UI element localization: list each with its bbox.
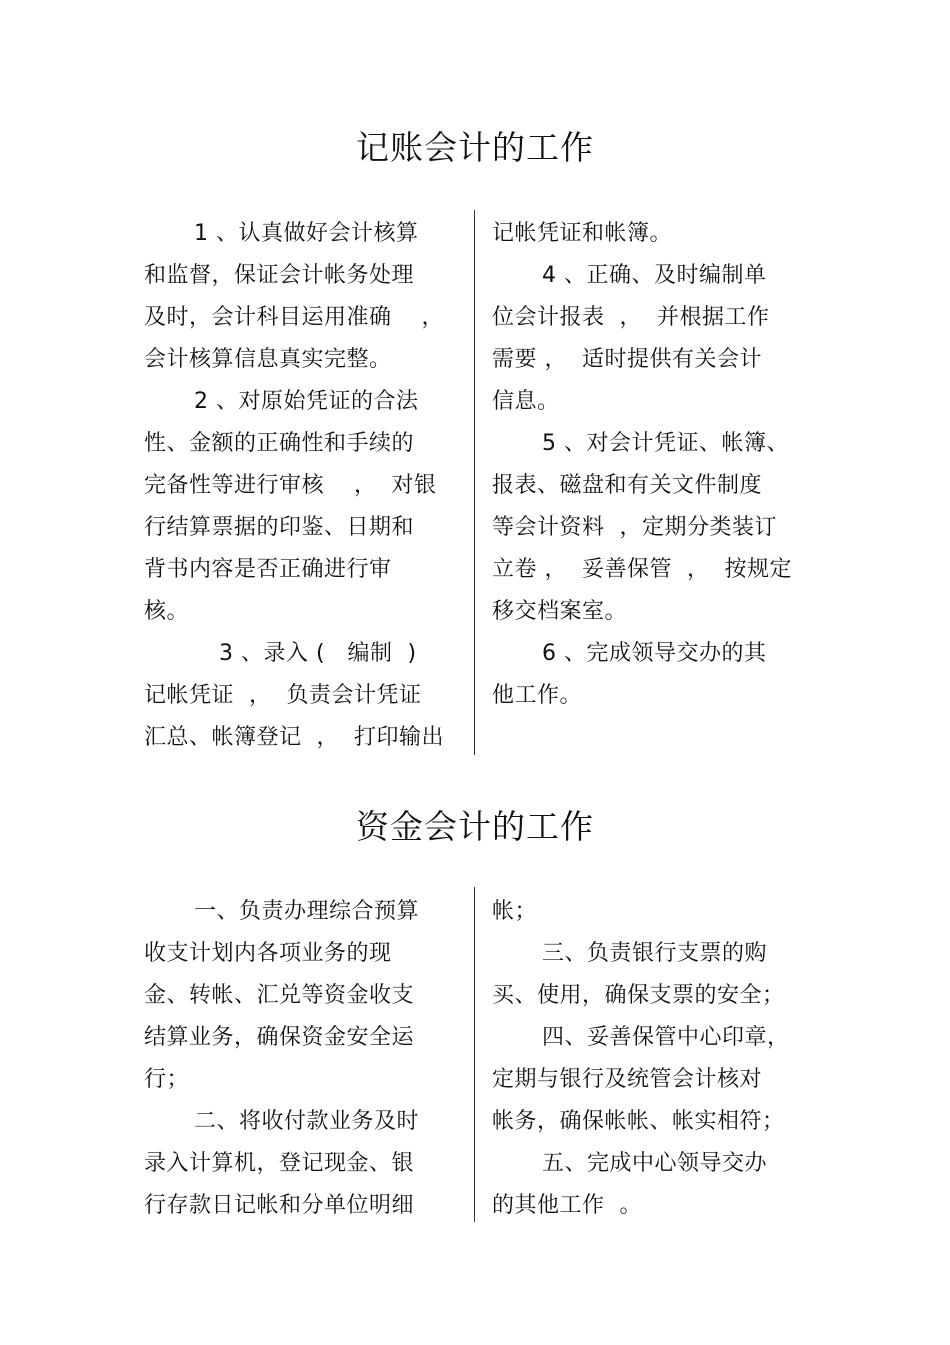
s2-left-line-8: 行存款日记帐和分单位明细 xyxy=(144,1193,415,1218)
s1-right-line-9: 立卷 ， 妥善保管 ， 按规定 xyxy=(492,557,792,582)
s1-right-line-3: 位会计报表 ， 并根据工作 xyxy=(492,305,770,330)
s1-left-line-11: 3 、录入 ( 编制 ) xyxy=(219,641,417,666)
s1-right-line-8: 等会计资料 ，定期分类装订 xyxy=(492,515,777,540)
s1-right-line-10: 移交档案室。 xyxy=(492,599,628,624)
s2-left-line-3: 金、转帐、汇兑等资金收支 xyxy=(144,983,415,1008)
s2-left-line-7: 录入计算机，登记现金、银 xyxy=(144,1151,415,1176)
s1-left-line-8: 行结算票据的印鉴、日期和 xyxy=(144,515,415,540)
s1-right-line-11: 6 、完成领导交办的其 xyxy=(542,641,767,666)
s2-right-line-1: 帐； xyxy=(492,899,538,924)
s1-left-line-7: 完备性等进行审核 ， 对银 xyxy=(144,473,437,498)
s2-right-line-5: 定期与银行及统管会计核对 xyxy=(492,1067,763,1092)
s2-right-line-6: 帐务，确保帐帐、帐实相符； xyxy=(492,1109,785,1134)
s1-left-line-12: 记帐凭证 ， 负责会计凭证 xyxy=(144,683,422,708)
s1-left-line-4: 会计核算信息真实完整。 xyxy=(144,347,392,372)
s2-right-line-8: 的其他工作 。 xyxy=(492,1193,642,1218)
s1-right-line-6: 5 、对会计凭证、帐簿、 xyxy=(542,431,789,456)
section1-title: 记账会计的工作 xyxy=(356,128,594,167)
s1-right-line-12: 他工作。 xyxy=(492,683,583,708)
s1-left-line-13: 汇总、帐簿登记 ， 打印输出 xyxy=(144,725,444,750)
s2-left-line-1: 一、负责办理综合预算 xyxy=(194,899,420,924)
s2-right-line-7: 五、完成中心领导交办 xyxy=(542,1151,768,1176)
s1-right-line-5: 信息。 xyxy=(492,389,560,414)
section2-column-divider xyxy=(474,887,475,1222)
s2-left-line-2: 收支计划内各项业务的现 xyxy=(144,941,392,966)
s1-left-line-3: 及时，会计科目运用准确 ， xyxy=(144,305,444,330)
section2-title: 资金会计的工作 xyxy=(356,807,594,846)
s2-right-line-2: 三、负责银行支票的购 xyxy=(542,941,768,966)
s2-left-line-5: 行； xyxy=(144,1067,190,1092)
s2-left-line-4: 结算业务，确保资金安全运 xyxy=(144,1025,415,1050)
s1-left-line-2: 和监督，保证会计帐务处理 xyxy=(144,263,415,288)
section1-column-divider xyxy=(474,210,475,755)
s1-left-line-9: 背书内容是否正确进行审 xyxy=(144,557,392,582)
s1-right-line-1: 记帐凭证和帐簿。 xyxy=(492,221,673,246)
s1-right-line-4: 需要 ， 适时提供有关会计 xyxy=(492,347,762,372)
s1-left-line-6: 性、金额的正确性和手续的 xyxy=(144,431,415,456)
s2-right-line-4: 四、妥善保管中心印章， xyxy=(542,1025,790,1050)
s1-right-line-7: 报表、磁盘和有关文件制度 xyxy=(492,473,763,498)
s2-left-line-6: 二、将收付款业务及时 xyxy=(194,1109,420,1134)
s1-left-line-1: 1 、认真做好会计核算 xyxy=(194,221,419,246)
s1-right-line-2: 4 、正确、及时编制单 xyxy=(542,263,767,288)
s1-left-line-5: 2 、对原始凭证的合法 xyxy=(194,389,419,414)
s2-right-line-3: 买、使用，确保支票的安全； xyxy=(492,983,785,1008)
s1-left-line-10: 核。 xyxy=(144,599,190,624)
